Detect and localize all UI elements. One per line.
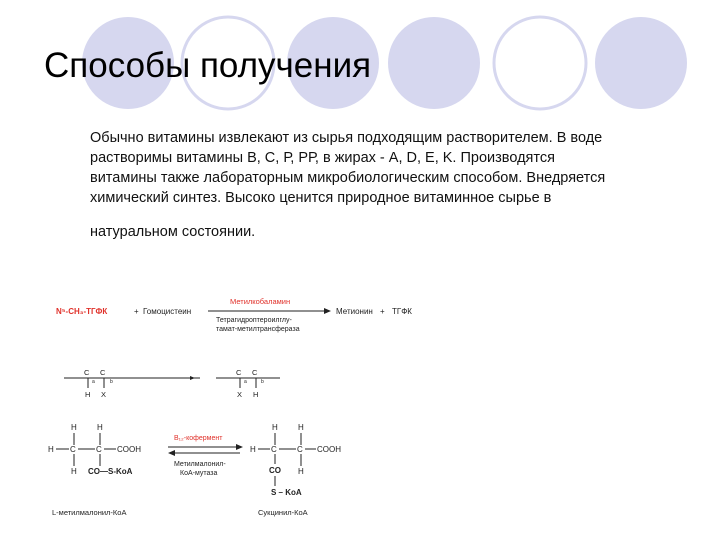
enzyme-name: тамат-метилтрансфераза bbox=[216, 326, 300, 333]
plus-sign: + bbox=[134, 307, 139, 316]
label-a: a bbox=[92, 379, 95, 385]
atom-h: H bbox=[298, 467, 304, 476]
label-b: b bbox=[261, 379, 264, 385]
arrow-head bbox=[190, 376, 195, 380]
arrow-head bbox=[236, 444, 243, 450]
enzyme-name: КоА-мутаза bbox=[180, 470, 218, 477]
decor-circle-6 bbox=[595, 17, 687, 109]
label-methylmalonyl-coa: L-метилмалонил-КоА bbox=[52, 508, 127, 517]
arrow-head bbox=[324, 308, 331, 314]
atom-c: C bbox=[297, 445, 303, 454]
decor-circle-5 bbox=[494, 17, 586, 109]
slide-title: Способы получения bbox=[44, 46, 372, 85]
label-succinyl-coa: Сукцинил-КоА bbox=[258, 508, 308, 517]
atom-c: C bbox=[252, 368, 258, 377]
atom-h: H bbox=[250, 445, 256, 454]
reaction-2 bbox=[64, 368, 280, 399]
plus-sign: + bbox=[380, 307, 385, 316]
product-methionine: Метионин bbox=[336, 307, 373, 316]
atom-c: C bbox=[84, 368, 90, 377]
paragraph-line: витамины также лабораторным микробиологическим способом. Внедряется bbox=[90, 170, 606, 186]
label-b: b bbox=[110, 379, 113, 385]
group-co-s-koa: CO—S-KoA bbox=[88, 467, 133, 476]
atom-c: C bbox=[100, 368, 106, 377]
atom-h: H bbox=[253, 390, 259, 399]
paragraph-line: химический синтез. Высоко ценится природное витаминное сырье в bbox=[90, 190, 552, 206]
enzyme-cofactor: B₁₂-кофермент bbox=[174, 435, 223, 442]
group-s-koa: S – KoA bbox=[271, 488, 302, 497]
paragraph-line: Обычно витамины извлекают из сырья подходящим растворителем. В воде bbox=[90, 130, 603, 146]
atom-h: H bbox=[71, 467, 77, 476]
enzyme-name: Метилмалонил- bbox=[174, 461, 226, 468]
atom-h: H bbox=[85, 390, 91, 399]
enzyme-name: Тетрагидроптероилглу- bbox=[216, 317, 292, 324]
group-cooh: COOH bbox=[117, 445, 141, 454]
atom-h: H bbox=[97, 423, 103, 432]
atom-h: H bbox=[272, 423, 278, 432]
reaction-diagram bbox=[40, 290, 460, 530]
group-co: CO bbox=[269, 466, 281, 475]
atom-c: C bbox=[70, 445, 76, 454]
reactant-homocysteine: Гомоцистеин bbox=[143, 307, 192, 316]
atom-c: C bbox=[271, 445, 277, 454]
group-cooh: COOH bbox=[317, 445, 341, 454]
atom-h: H bbox=[71, 423, 77, 432]
enzyme-cofactor: Метилкобаламин bbox=[230, 297, 291, 306]
decor-circle-4 bbox=[388, 17, 480, 109]
arrow-head bbox=[168, 450, 175, 456]
atom-x: X bbox=[101, 390, 107, 399]
paragraph-line: натуральном состоянии. bbox=[90, 224, 256, 240]
slide-paragraph bbox=[90, 128, 680, 242]
reactant-methyl-thfa: N⁵-CH₃-ТГФК bbox=[56, 307, 108, 316]
atom-h: H bbox=[298, 423, 304, 432]
atom-c: C bbox=[96, 445, 102, 454]
paragraph-line: растворимы витамины В, С, Р, РР, в жирах - А, D, E, K. Производятся bbox=[90, 150, 555, 166]
atom-x: X bbox=[237, 390, 243, 399]
atom-c: C bbox=[236, 368, 242, 377]
label-a: a bbox=[244, 379, 247, 385]
reaction-3 bbox=[48, 423, 341, 517]
atom-h: H bbox=[48, 445, 54, 454]
reaction-1 bbox=[56, 297, 412, 333]
product-thfa: ТГФК bbox=[392, 307, 412, 316]
